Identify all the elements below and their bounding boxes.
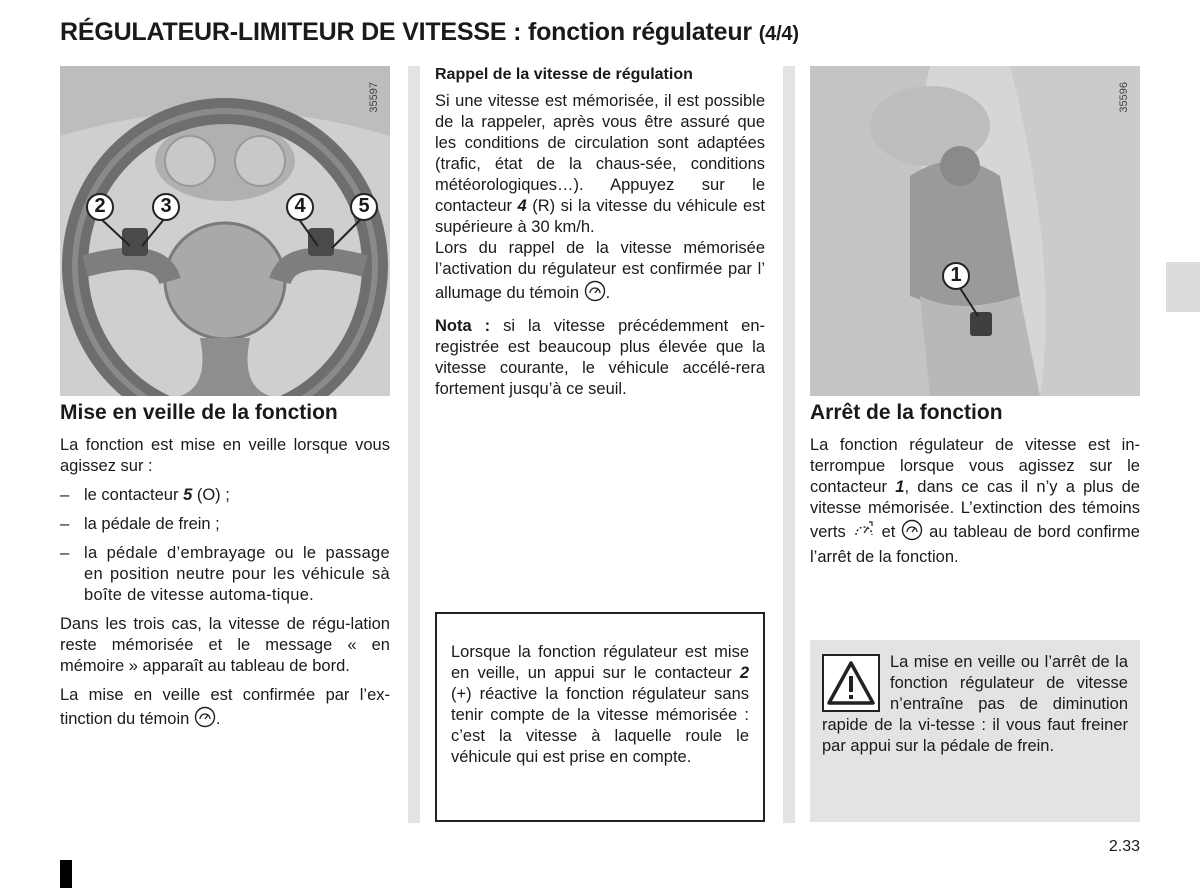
list-item: – la pédale d’embrayage ou le passage en position neutre pour les véhicule sà boîte de vitesse automa-tique. — [60, 544, 390, 604]
heading-recall: Rappel de la vitesse de régulation — [435, 66, 693, 83]
callout-2: 2 — [86, 193, 114, 221]
callout-1: 1 — [942, 262, 970, 290]
section-tab — [1166, 262, 1200, 312]
warning-box — [810, 640, 1140, 822]
cruise-control-icon — [194, 706, 216, 734]
page-number: 2.33 — [1108, 838, 1140, 855]
steering-wheel-photo — [60, 66, 390, 396]
corner-mark — [60, 860, 72, 888]
heading-stop: Arrêt de la fonction — [810, 401, 1003, 424]
callout-4: 4 — [286, 193, 314, 221]
standby-confirm-paragraph: La mise en veille est confirmée par l’ex-tinction du témoin . — [60, 685, 390, 734]
photo-reference-number: 35597 — [368, 82, 380, 113]
page-title-part: (4/4) — [758, 23, 799, 45]
middle-column — [435, 64, 765, 408]
cruise-control-icon — [584, 280, 606, 308]
list-item: – le contacteur 5 (O) ; — [60, 486, 230, 504]
page-title-main: RÉGULATEUR-LIMITEUR DE VITESSE : fonction régulateur — [60, 18, 752, 46]
console-illustration — [810, 66, 1140, 396]
photo-reference-number: 35596 — [1118, 82, 1130, 113]
standby-intro: La fonction est mise en veille lorsque vous agissez sur : — [60, 436, 390, 475]
cruise-control-icon — [901, 519, 923, 547]
standby-memory-paragraph: Dans les trois cas, la vitesse de régu-lation reste mémorisée et le message « en mémoire » apparaît au tableau de bord. — [60, 615, 390, 675]
heading-standby: Mise en veille de la fonction — [60, 401, 338, 424]
list-item: – la pédale de frein ; — [60, 515, 220, 533]
column-divider-left — [408, 66, 420, 823]
console-photo — [810, 66, 1140, 396]
right-column — [810, 402, 1140, 576]
recall-confirm-paragraph: Lors du rappel de la vitesse mémorisée l’activation du régulateur est confirmée par l’ allumage du témoin . — [435, 238, 765, 308]
left-column — [60, 402, 390, 742]
page-title — [60, 18, 1060, 47]
callout-5: 5 — [350, 193, 378, 221]
steering-wheel-illustration — [60, 66, 390, 396]
column-divider-right — [783, 66, 795, 823]
cruise-control-active-icon — [852, 519, 876, 547]
recall-paragraph: Si une vitesse est mémorisée, il est possible de la rappeler, après vous être assuré que les conditions de circulation sont adaptées (trafic, état de la chaus-sée, conditions météorologiques…). Appuyez sur le contacteur 4 (R) si la vitesse du véhicule est supérieure à 30 km/h. — [435, 92, 765, 236]
nota-paragraph: Nota : si la vitesse précédemment en-registrée est beaucoup plus élevée que la vitesse courante, le véhicule accélé-rera fortement jusqu’à ce seuil. — [435, 317, 766, 398]
callout-3: 3 — [152, 193, 180, 221]
reactivation-note-box: Lorsque la fonction régulateur est mise en veille, un appui sur le contacteur 2 (+) réactive la fonction régulateur sans tenir compte de la vitesse mémorisée : c’est la vitesse à laquelle roule le véhicule qui est prise en compte. — [435, 612, 765, 822]
stop-paragraph: La fonction régulateur de vitesse est in-terrompue lorsque vous agissez sur le contacteur 1, dans ce cas il n’y a plus de vitesse mémorisée. L’extinction des témoins verts et au tableau de bord confirme l’arrêt de la fonction. — [810, 436, 1140, 566]
warning-text: La mise en veille ou l’arrêt de la fonction régulateur de vitesse n’entraîne pas de diminution rapide de la vi-tesse : il vous faut freiner par appui sur la pédale de frein. — [822, 653, 1128, 755]
warning-triangle-icon — [822, 654, 880, 712]
